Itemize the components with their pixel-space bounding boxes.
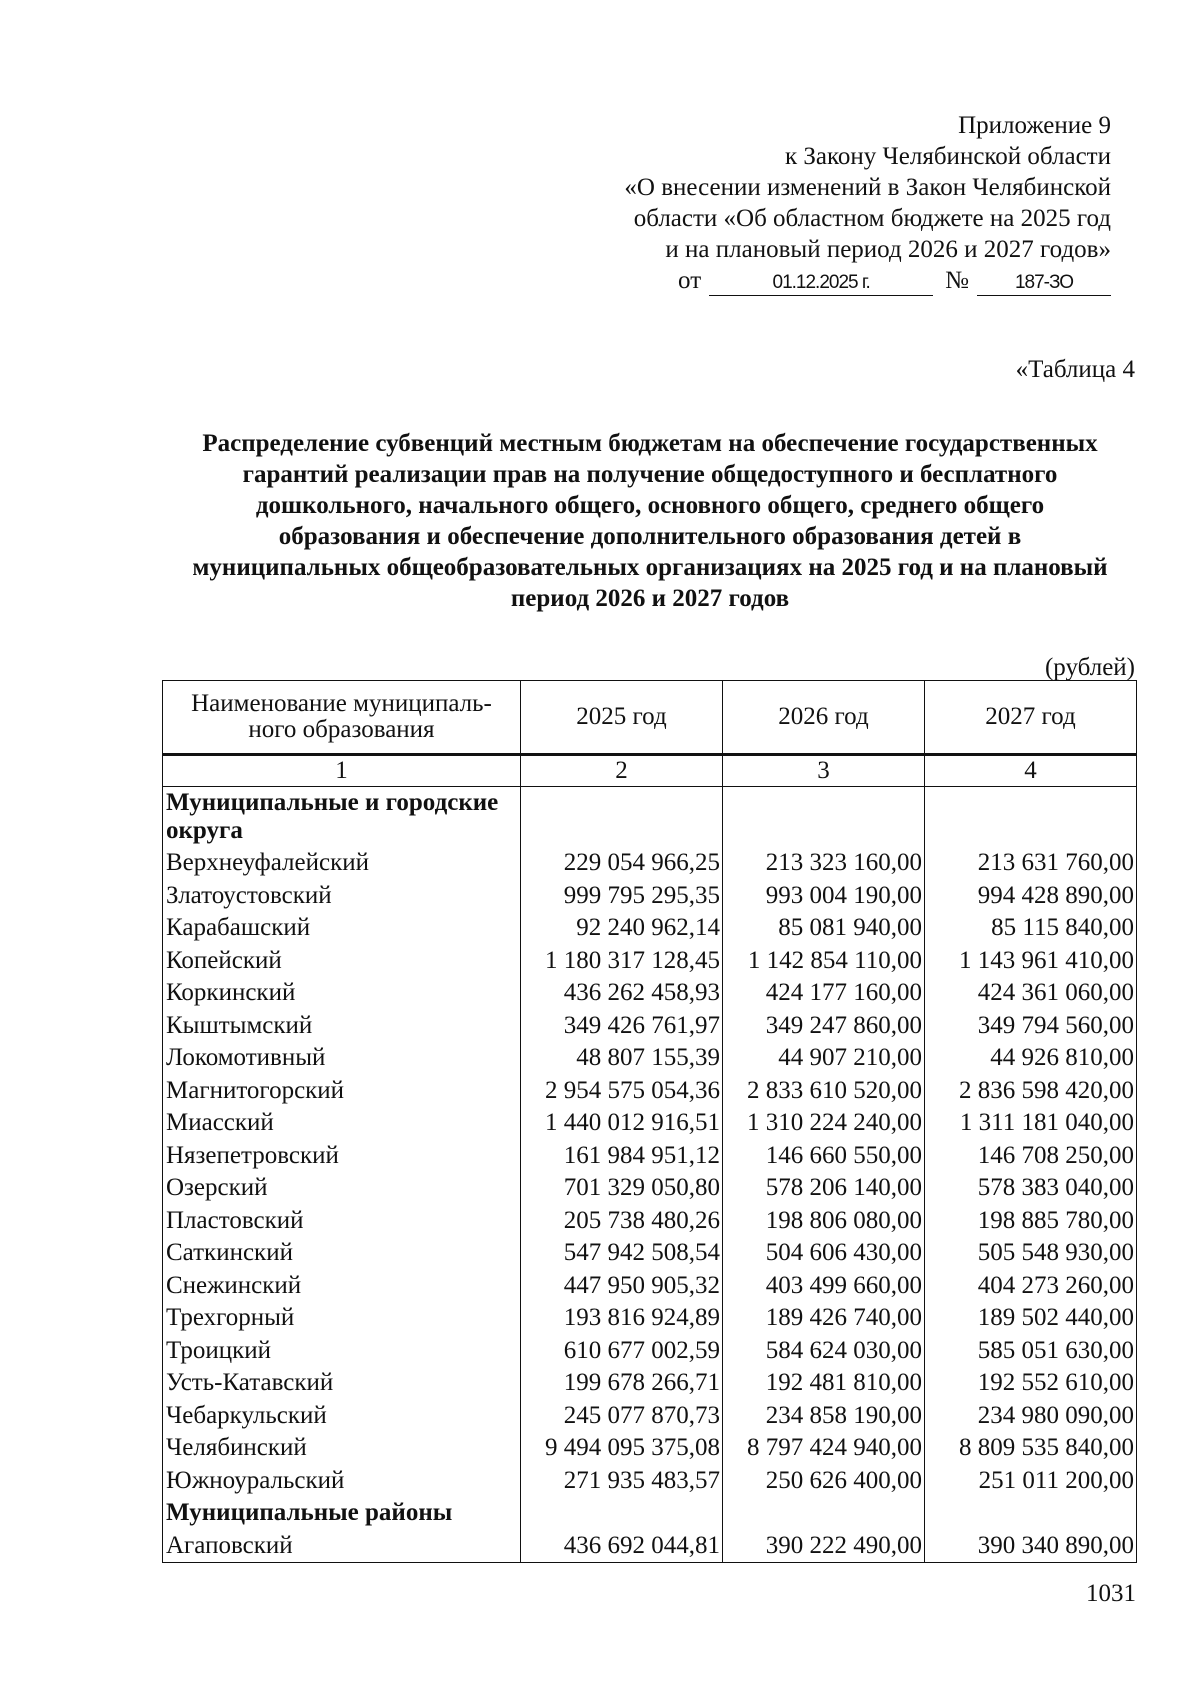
municipality-name: Миасский: [163, 1107, 521, 1140]
appendix-line-3: «О внесении изменений в Закон Челябинской: [624, 174, 1111, 201]
column-number: 3: [723, 755, 925, 787]
value-2026: 1 142 854 110,00: [723, 945, 925, 978]
value-2025: 547 942 508,54: [521, 1237, 723, 1270]
municipality-name: Снежинский: [163, 1270, 521, 1303]
table-row: [163, 977, 1137, 1010]
table-row: [163, 1075, 1137, 1108]
table-row: [163, 1270, 1137, 1303]
table-row: [163, 1140, 1137, 1173]
value-2025: 161 984 951,12: [521, 1140, 723, 1173]
value-2025: 271 935 483,57: [521, 1465, 723, 1498]
header-2025: 2025 год: [521, 681, 723, 755]
table-row: [163, 1172, 1137, 1205]
value-2027: 349 794 560,00: [925, 1010, 1137, 1043]
value-2025: 92 240 962,14: [521, 912, 723, 945]
municipality-name: Трехгорный: [163, 1302, 521, 1335]
table-row: [163, 1335, 1137, 1368]
value-2026: 1 310 224 240,00: [723, 1107, 925, 1140]
value-2025: 205 738 480,26: [521, 1205, 723, 1238]
value-2025: 436 262 458,93: [521, 977, 723, 1010]
municipality-name: Агаповский: [163, 1530, 521, 1563]
table-row: [163, 1237, 1137, 1270]
subvention-table-wrap: [162, 680, 1136, 1563]
value-2025: 436 692 044,81: [521, 1530, 723, 1563]
table-row: [163, 1367, 1137, 1400]
value-2027: 192 552 610,00: [925, 1367, 1137, 1400]
value-2025: 9 494 095 375,08: [521, 1432, 723, 1465]
empty-cell: [925, 787, 1137, 848]
municipality-name: Пластовский: [163, 1205, 521, 1238]
municipality-name: Локомотивный: [163, 1042, 521, 1075]
column-number: 1: [163, 755, 521, 787]
value-2026: 234 858 190,00: [723, 1400, 925, 1433]
municipality-name: Чебаркульский: [163, 1400, 521, 1433]
municipality-name: Челябинский: [163, 1432, 521, 1465]
municipality-name: Кыштымский: [163, 1010, 521, 1043]
value-2027: 994 428 890,00: [925, 880, 1137, 913]
value-2027: 1 311 181 040,00: [925, 1107, 1137, 1140]
value-2025: 1 180 317 128,45: [521, 945, 723, 978]
value-2026: 403 499 660,00: [723, 1270, 925, 1303]
header-name-line-2: ного образования: [248, 716, 435, 743]
table-row: [163, 912, 1137, 945]
value-2027: 251 011 200,00: [925, 1465, 1137, 1498]
appendix-line-1: Приложение 9: [958, 112, 1111, 139]
municipality-name: Саткинский: [163, 1237, 521, 1270]
section-row: [163, 1497, 1137, 1530]
value-2027: 234 980 090,00: [925, 1400, 1137, 1433]
municipality-name: Карабашский: [163, 912, 521, 945]
page-number: 1031: [1086, 1580, 1136, 1607]
title-line-4: образования и обеспечение дополнительного образования детей в: [278, 523, 1022, 550]
table-body: [163, 787, 1137, 1563]
table-row: [163, 1042, 1137, 1075]
value-2025: 245 077 870,73: [521, 1400, 723, 1433]
appendix-block: [624, 110, 1111, 296]
table-header-row: [163, 681, 1137, 755]
number-label: №: [945, 267, 969, 294]
value-2026: 44 907 210,00: [723, 1042, 925, 1075]
table-row: [163, 1107, 1137, 1140]
column-number: 2: [521, 755, 723, 787]
table-row: [163, 880, 1137, 913]
value-2026: 85 081 940,00: [723, 912, 925, 945]
municipality-name: Златоустовский: [163, 880, 521, 913]
value-2026: 146 660 550,00: [723, 1140, 925, 1173]
value-2025: 1 440 012 916,51: [521, 1107, 723, 1140]
column-number: 4: [925, 755, 1137, 787]
value-2026: 390 222 490,00: [723, 1530, 925, 1563]
title-line-2: гарантий реализации прав на получение общедоступного и бесплатного: [242, 461, 1058, 488]
value-2026: 213 323 160,00: [723, 847, 925, 880]
municipality-name: Усть-Катавский: [163, 1367, 521, 1400]
value-2026: 2 833 610 520,00: [723, 1075, 925, 1108]
value-2026: 504 606 430,00: [723, 1237, 925, 1270]
value-2025: 193 816 924,89: [521, 1302, 723, 1335]
municipality-name: Коркинский: [163, 977, 521, 1010]
table-label: «Таблица 4: [1015, 356, 1135, 383]
value-2027: 44 926 810,00: [925, 1042, 1137, 1075]
header-name: [163, 681, 521, 755]
municipality-name: Магнитогорский: [163, 1075, 521, 1108]
municipality-name: Верхнеуфалейский: [163, 847, 521, 880]
value-2027: 85 115 840,00: [925, 912, 1137, 945]
value-2026: 349 247 860,00: [723, 1010, 925, 1043]
value-2026: 993 004 190,00: [723, 880, 925, 913]
value-2027: 189 502 440,00: [925, 1302, 1137, 1335]
value-2026: 198 806 080,00: [723, 1205, 925, 1238]
empty-cell: [723, 1497, 925, 1530]
law-number: 187-ЗО: [977, 271, 1111, 296]
value-2027: 390 340 890,00: [925, 1530, 1137, 1563]
table-row: [163, 945, 1137, 978]
municipality-name: Южноуральский: [163, 1465, 521, 1498]
empty-cell: [723, 787, 925, 848]
value-2027: 404 273 260,00: [925, 1270, 1137, 1303]
appendix-date-number-line: [624, 265, 1111, 296]
document-title: [155, 428, 1145, 614]
title-line-6: период 2026 и 2027 годов: [510, 585, 790, 612]
section-heading: Муниципальные районы: [163, 1497, 521, 1530]
value-2027: 8 809 535 840,00: [925, 1432, 1137, 1465]
table-row: [163, 1205, 1137, 1238]
header-name-line-1: Наименование муниципаль-: [191, 690, 492, 717]
table-row: [163, 1302, 1137, 1335]
law-date: 01.12.2025 г.: [709, 271, 933, 296]
value-2027: 198 885 780,00: [925, 1205, 1137, 1238]
empty-cell: [521, 1497, 723, 1530]
value-2025: 229 054 966,25: [521, 847, 723, 880]
value-2026: 584 624 030,00: [723, 1335, 925, 1368]
appendix-line-5: и на плановый период 2026 и 2027 годов»: [665, 236, 1111, 263]
value-2027: 2 836 598 420,00: [925, 1075, 1137, 1108]
header-2027: 2027 год: [925, 681, 1137, 755]
column-number-row: [163, 755, 1137, 787]
value-2026: 192 481 810,00: [723, 1367, 925, 1400]
header-2026: 2026 год: [723, 681, 925, 755]
value-2027: 1 143 961 410,00: [925, 945, 1137, 978]
value-2025: 999 795 295,35: [521, 880, 723, 913]
value-2025: 349 426 761,97: [521, 1010, 723, 1043]
value-2025: 199 678 266,71: [521, 1367, 723, 1400]
section-row: [163, 787, 1137, 848]
municipality-name: Копейский: [163, 945, 521, 978]
units-label: (рублей): [1044, 654, 1135, 681]
title-line-3: дошкольного, начального общего, основного общего, среднего общего: [255, 492, 1045, 519]
value-2027: 505 548 930,00: [925, 1237, 1137, 1270]
value-2026: 189 426 740,00: [723, 1302, 925, 1335]
empty-cell: [521, 787, 723, 848]
from-label: от: [678, 267, 702, 294]
value-2026: 578 206 140,00: [723, 1172, 925, 1205]
appendix-line-4: области «Об областном бюджете на 2025 год: [633, 205, 1111, 232]
value-2027: 585 051 630,00: [925, 1335, 1137, 1368]
subvention-table: [162, 680, 1137, 1563]
value-2026: 250 626 400,00: [723, 1465, 925, 1498]
value-2026: 424 177 160,00: [723, 977, 925, 1010]
table-row: [163, 847, 1137, 880]
value-2027: 578 383 040,00: [925, 1172, 1137, 1205]
empty-cell: [925, 1497, 1137, 1530]
value-2025: 447 950 905,32: [521, 1270, 723, 1303]
municipality-name: Нязепетровский: [163, 1140, 521, 1173]
title-line-1: Распределение субвенций местным бюджетам на обеспечение государственных: [202, 430, 1098, 457]
value-2027: 213 631 760,00: [925, 847, 1137, 880]
municipality-name: Озерский: [163, 1172, 521, 1205]
table-row: [163, 1530, 1137, 1563]
appendix-line-2: к Закону Челябинской области: [785, 143, 1111, 170]
table-row: [163, 1400, 1137, 1433]
value-2025: 2 954 575 054,36: [521, 1075, 723, 1108]
municipality-name: Троицкий: [163, 1335, 521, 1368]
section-heading: Муниципальные и городские округа: [163, 787, 521, 848]
value-2025: 48 807 155,39: [521, 1042, 723, 1075]
title-line-5: муниципальных общеобразовательных организациях на 2025 год и на плановый: [192, 554, 1108, 581]
table-row: [163, 1010, 1137, 1043]
value-2025: 701 329 050,80: [521, 1172, 723, 1205]
value-2027: 146 708 250,00: [925, 1140, 1137, 1173]
value-2025: 610 677 002,59: [521, 1335, 723, 1368]
value-2027: 424 361 060,00: [925, 977, 1137, 1010]
table-row: [163, 1465, 1137, 1498]
value-2026: 8 797 424 940,00: [723, 1432, 925, 1465]
table-row: [163, 1432, 1137, 1465]
